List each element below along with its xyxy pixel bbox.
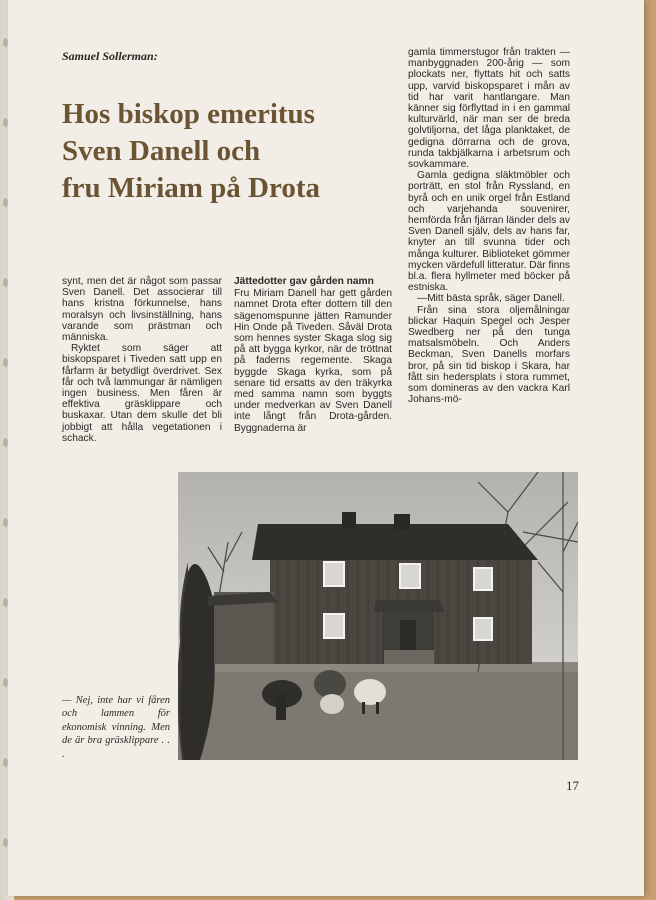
author-byline: Samuel Sollerman: — [62, 49, 158, 63]
article-headline — [62, 96, 382, 207]
paragraph: Gamla gedigna släktmöbler och porträtt, en stol från Ryssland, en byrå och en unik orgel från Estland och varjehanda souvenirer, hemförda från fjärran länder dels av Sven Danell själv, dels av hans far, knyter an till svunna tider och många kulturer. Biblioteket gömmer mycken värdefull litteratur. Där finns bl.a. flera hyllmeter med böcker på estniska. — [408, 170, 570, 294]
paragraph: synt, men det är något som passar Sven Danell. Det associerar till hans kristna förkunnelse, hans moralsyn och livsinställning, hans varande som prästman och människa. — [62, 276, 222, 344]
headline-line: fru Miriam på Drota — [62, 172, 320, 204]
text-column-right — [408, 47, 570, 406]
text-column-left — [62, 276, 222, 444]
paragraph: gamla timmerstugor från trakten — manbyggnaden 200-årig — som plockats ner, flyttats hit och satts upp, varvid biskopsparet i mån av tid har varit hantlangare. Man känner sig förflyttad in i en gammal kulturvärld, när man ser de breda golvtiljorna, det låga planktaket, de gedigna dörrarna och de grova, runda takbjälkarna i arbetsrum och sovkammare. — [408, 47, 570, 171]
text-column-middle — [234, 276, 392, 434]
section-heading: Jättedotter gav gården namn — [234, 276, 374, 287]
page-number: 17 — [566, 778, 579, 793]
headline-line: Hos biskop emeritus — [62, 98, 315, 130]
paragraph: Fru Miriam Danell har gett gården namnet Drota efter dottern till den sägenomspunne jätten Ramunder Hin Onde på Tiveden. Såväl Drota som hennes syster Skaga slog sig på att bygga kyrkor, när de tröttnat på faderns regemente. Skaga byggde Skaga kyrka, som på senare tid ersatts av den träkyrka med samma namn som byggts under medverkan av Sven Danell inte långt från Drota-gården. Byggnaderna är — [234, 288, 392, 434]
paragraph: Ryktet som säger att biskopsparet i Tiveden satt upp en fårfarm är betydligt överdrivet. Sex får och två lammungar är nämligen ingen business. Men fåren är effektiva gräsklippare och buskaxar. Utan dem skulle det bli jobbigt att hålla vegetationen i schack. — [62, 343, 222, 444]
photo-caption: — Nej, inte har vi fåren och lammen för ekonomisk vinning. Men de är bra gräsklippare . . . — [62, 695, 170, 760]
farmhouse-photo — [178, 472, 578, 760]
paragraph: —Mitt bästa språk, säger Danell. — [417, 293, 565, 305]
headline-line: Sven Danell och — [62, 135, 261, 167]
paragraph: Från sina stora oljemålningar blickar Haquin Spegel och Jesper Swedberg ner på den tunga matsalsmöbeln. Och Anders Beckman, Sven Danells morfars bror, på sin tid biskop i Skara, har fått sin hedersplats i stora rummet, som domineras av den vackra Karl Johans-mö- — [408, 304, 570, 406]
punch-holes — [2, 0, 12, 900]
